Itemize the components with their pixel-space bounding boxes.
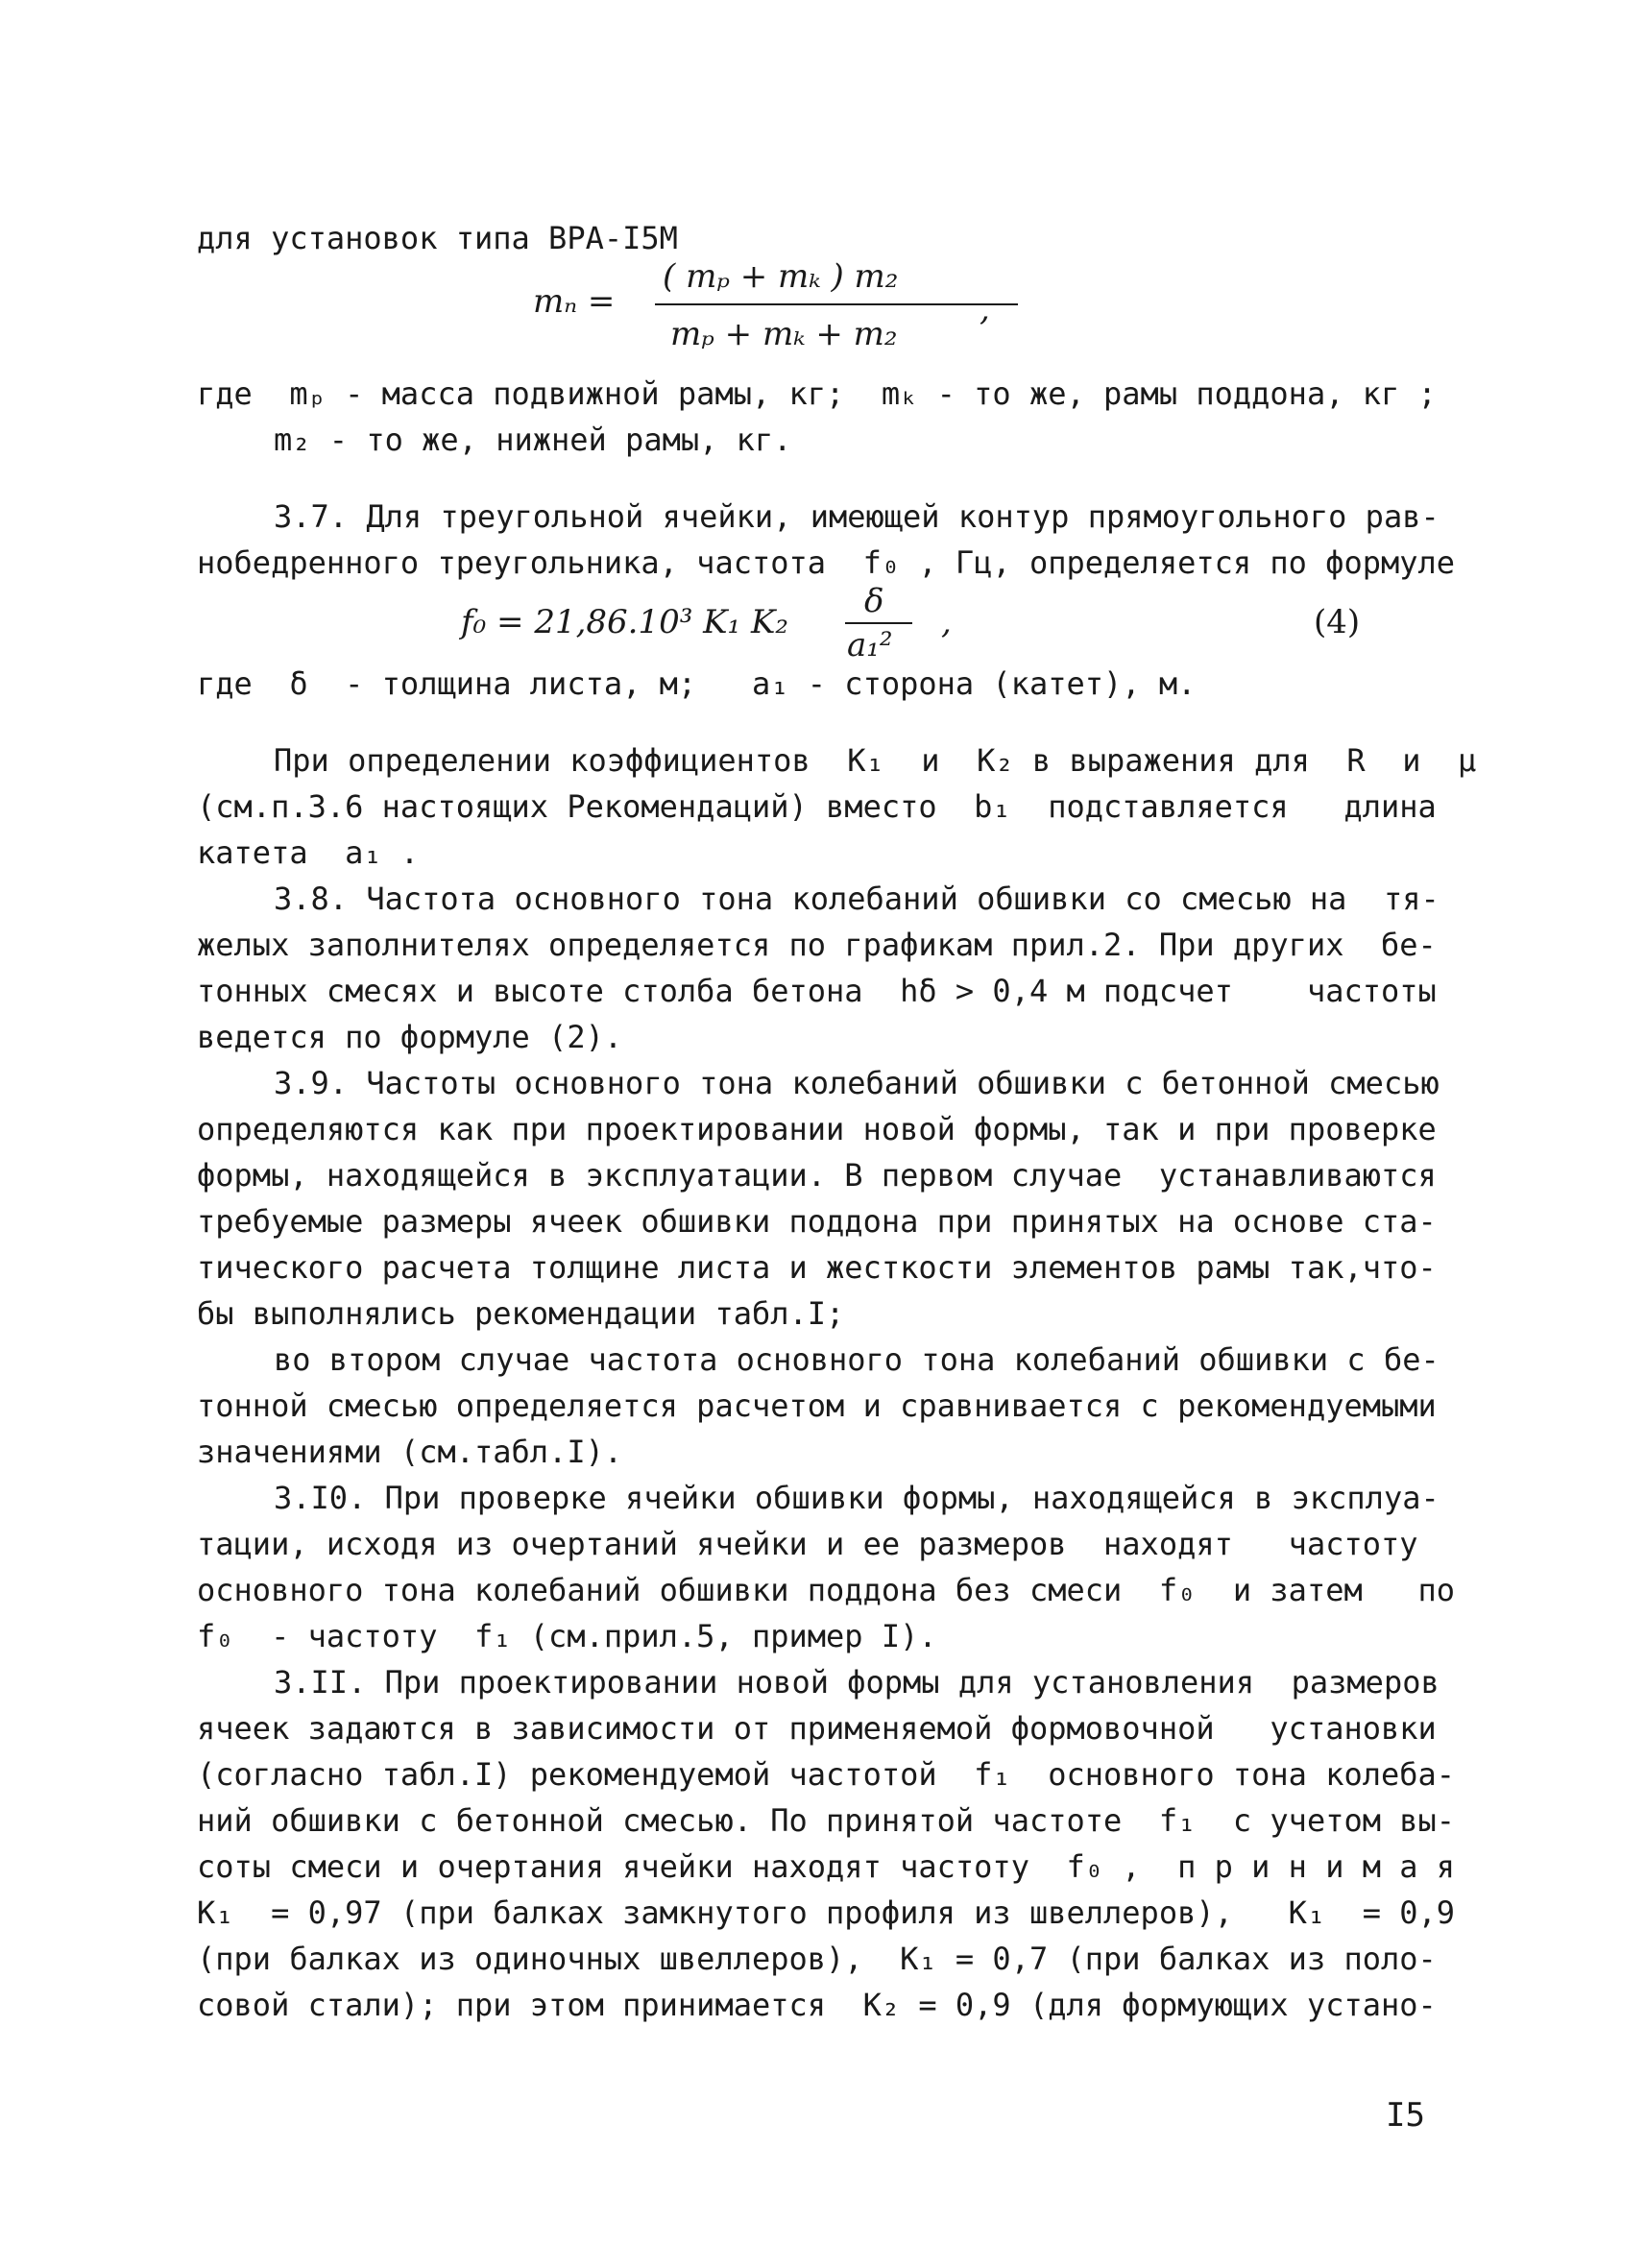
body-line-4: 3.8. Частота основного тона колебаний обшивки со смесью на тя- bbox=[274, 881, 1439, 917]
body-line-13: бы выполнялись рекомендации табл.I; bbox=[197, 1295, 845, 1332]
body-line-5: желых заполнителях определяется по графикам прил.2. При других бе- bbox=[197, 927, 1437, 963]
body-line-3: катета a₁ . bbox=[197, 834, 420, 871]
body-line-22: ячеек задаются в зависимости от применяемой формовочной установки bbox=[197, 1710, 1437, 1747]
formula-mn-lhs: mₙ = bbox=[533, 282, 616, 321]
formula-4-bar bbox=[845, 622, 912, 624]
formula-mn-denominator: mₚ + mₖ + m₂ bbox=[670, 315, 898, 353]
where-line-2: m₂ - то же, нижней рамы, кг. bbox=[274, 422, 792, 458]
page-number: I5 bbox=[1386, 2096, 1425, 2135]
body-line-12: тического расчета толщине листа и жесткости элементов рамы так,что- bbox=[197, 1249, 1437, 1286]
body-line-6: тонных смесях и высоте столба бетона hδ > 0,4 м подсчет частоты bbox=[197, 973, 1437, 1009]
body-line-28: совой стали); при этом принимается K₂ = 0,9 (для формующих устано- bbox=[197, 1987, 1437, 2023]
body-line-9: определяются как при проектировании новой формы, так и при проверке bbox=[197, 1111, 1437, 1147]
para-3-7-line-2: нобедренного треугольника, частота f₀ , Гц, определяется по формуле bbox=[197, 544, 1456, 581]
formula-4-trail: , bbox=[941, 603, 952, 641]
body-line-10: формы, находящейся в эксплуатации. В первом случае устанавливаются bbox=[197, 1157, 1437, 1194]
body-line-19: основного тона колебаний обшивки поддона без смеси f₀ и затем по bbox=[197, 1572, 1456, 1608]
body-line-20: f₀ - частоту f₁ (см.прил.5, пример I). bbox=[197, 1618, 937, 1654]
body-line-8: 3.9. Частоты основного тона колебаний обшивки с бетонной смесью bbox=[274, 1065, 1439, 1101]
body-line-24: ний обшивки с бетонной смесью. По принятой частоте f₁ с учетом вы- bbox=[197, 1802, 1456, 1839]
para-3-7-line-1: 3.7. Для треугольной ячейки, имеющей контур прямоугольного рав- bbox=[274, 498, 1439, 535]
formula-mn-trail: , bbox=[980, 290, 990, 328]
body-line-27: (при балках из одиночных швеллеров), K₁ = 0,7 (при балках из поло- bbox=[197, 1941, 1437, 1977]
body-line-18: тации, исходя из очертаний ячейки и ее размеров находят частоту bbox=[197, 1526, 1418, 1562]
body-line-14: во втором случае частота основного тона колебаний обшивки с бе- bbox=[274, 1341, 1439, 1378]
intro-line: для установок типа ВРА-I5М bbox=[197, 220, 678, 256]
body-line-15: тонной смесью определяется расчетом и сравнивается с рекомендуемыми bbox=[197, 1387, 1437, 1424]
where-line-1: где mₚ - масса подвижной рамы, кг; mₖ - то же, рамы поддона, кг ; bbox=[197, 375, 1437, 412]
where-line-3: где δ - толщина листа, м; a₁ - сторона (катет), м. bbox=[197, 665, 1197, 702]
formula-mn-bar bbox=[655, 303, 1018, 305]
formula-4-numerator: δ bbox=[864, 582, 884, 620]
formula-4-number: (4) bbox=[1314, 603, 1361, 641]
formula-4-lhs: f₀ = 21,86.10³ K₁ K₂ bbox=[461, 603, 789, 641]
body-line-7: ведется по формуле (2). bbox=[197, 1019, 623, 1055]
body-line-11: требуемые размеры ячеек обшивки поддона при принятых на основе ста- bbox=[197, 1203, 1437, 1240]
body-line-21: 3.II. При проектировании новой формы для установления размеров bbox=[274, 1664, 1439, 1701]
body-line-2: (см.п.3.6 настоящих Рекомендаций) вместо b₁ подставляется длина bbox=[197, 788, 1437, 825]
body-line-17: 3.I0. При проверке ячейки обшивки формы, находящейся в эксплуа- bbox=[274, 1480, 1439, 1516]
body-line-1: При определении коэффициентов K₁ и K₂ в выражения для R и μ bbox=[274, 742, 1477, 779]
formula-mn-numerator: ( mₚ + mₖ ) m₂ bbox=[663, 257, 899, 296]
body-line-23: (согласно табл.I) рекомендуемой частотой f₁ основного тона колеба- bbox=[197, 1756, 1456, 1793]
body-line-25: соты смеси и очертания ячейки находят частоту f₀ , п р и н и м а я bbox=[197, 1848, 1456, 1885]
body-line-16: значениями (см.табл.I). bbox=[197, 1434, 623, 1470]
body-line-26: K₁ = 0,97 (при балках замкнутого профиля из швеллеров), K₁ = 0,9 bbox=[197, 1894, 1456, 1931]
formula-4-denominator: a₁² bbox=[847, 626, 893, 664]
